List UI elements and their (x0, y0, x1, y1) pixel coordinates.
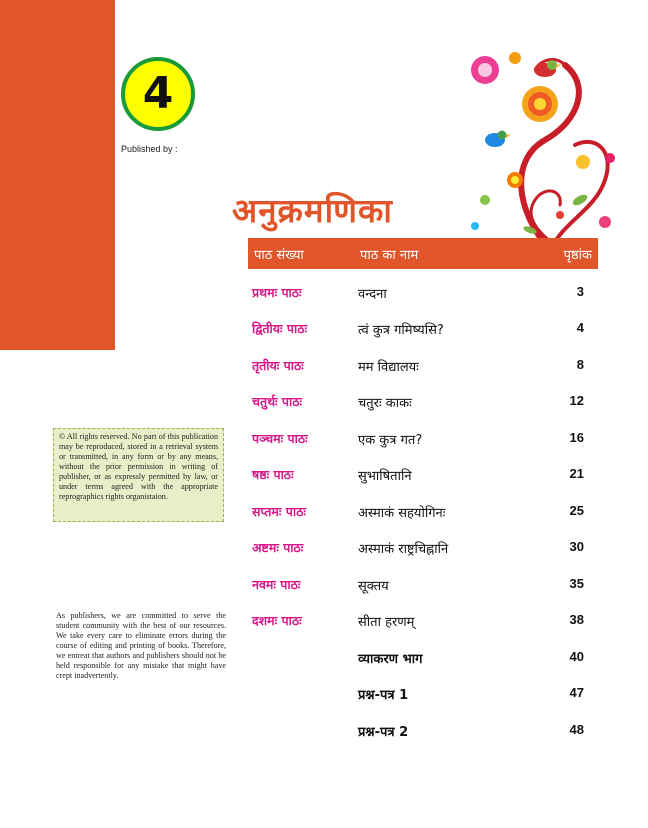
toc-row-lesson: द्वितीयः पाठः (252, 321, 308, 336)
toc-row-name: वन्दना (358, 287, 387, 302)
toc-row-lesson: षष्ठः पाठः (252, 467, 294, 482)
copyright-notice: © All rights reserved. No part of this publication may be reproduced, stored in a retrieval system or transmitted, in any form or by any means, without the prior permission in writing of publisher, or as expressly permitted by law, or under terms agreed with the appropriate reprographics rights organistaion. (53, 428, 224, 522)
header-page-number: पृष्ठांक (563, 248, 592, 263)
toc-row-name: त्वं कुत्र गमिष्यसि? (358, 323, 444, 338)
toc-row-lesson: नवमः पाठः (252, 577, 301, 592)
pink-flower-icon (471, 56, 499, 84)
toc-row-lesson: तृतीयः पाठः (252, 358, 304, 373)
toc-row-page: 12 (569, 393, 584, 408)
toc-row-page: 30 (569, 539, 584, 554)
toc-row-lesson: प्रथमः पाठः (252, 285, 302, 300)
toc-row (248, 683, 598, 707)
toc-row-page: 47 (569, 685, 584, 700)
toc-row (248, 537, 598, 561)
book-number: 4 (142, 68, 174, 119)
toc-row (248, 318, 598, 342)
toc-header-bar (248, 238, 598, 269)
orange-side-block (0, 0, 115, 350)
toc-row-page: 3 (576, 284, 584, 299)
toc-row-page: 4 (576, 320, 584, 335)
blue-bird-icon (485, 131, 511, 148)
toc-row-name: सुभाषितानि (358, 469, 412, 484)
toc-row-lesson: अष्टमः पाठः (252, 540, 304, 555)
toc-row-name: चतुरः काकः (358, 396, 412, 411)
toc-row-page: 38 (569, 612, 584, 627)
green-bird-icon (534, 60, 562, 77)
toc-row-lesson: सप्तमः पाठः (252, 504, 306, 519)
toc-row (248, 647, 598, 671)
toc-row (248, 391, 598, 415)
toc-row (248, 282, 598, 306)
toc-row-page: 35 (569, 576, 584, 591)
toc-row-name: मम विद्यालयः (358, 360, 419, 375)
header-lesson-number: पाठ संख्या (254, 248, 304, 263)
toc-row (248, 720, 598, 744)
toc-row-lesson: चतुर्थः पाठः (252, 394, 303, 409)
toc-row (248, 464, 598, 488)
header-lesson-name: पाठ का नाम (360, 248, 419, 263)
book-number-badge (121, 57, 195, 131)
toc-row-lesson: दशमः पाठः (252, 613, 302, 628)
toc-row-page: 21 (569, 466, 584, 481)
orange-flower-icon (522, 86, 558, 122)
toc-row-lesson: पञ्चमः पाठः (252, 431, 308, 446)
toc-row-name: प्रश्न-पत्र 2 (358, 725, 409, 740)
toc-row (248, 610, 598, 634)
toc-row-name: अस्माकं राष्ट्रचिह्नानि (358, 542, 449, 557)
published-by-label: Published by : (121, 144, 178, 154)
toc-row (248, 355, 598, 379)
toc-row (248, 501, 598, 525)
flower-and-birds-illustration (455, 40, 635, 250)
toc-row-page: 25 (569, 503, 584, 518)
toc-row (248, 428, 598, 452)
toc-row (248, 574, 598, 598)
toc-row-page: 16 (569, 430, 584, 445)
toc-row-name: अस्माकं सहयोगिनः (358, 506, 446, 521)
toc-row-name: प्रश्न-पत्र 1 (358, 688, 409, 703)
publisher-disclaimer: As publishers, we are committed to serve the student community with the best of our resources. We take every care to eliminate errors during the course of editing and printing of books. Therefore, we entreat that authors and publishers should not be held responsible for any mistake that might have crept inadvertently. (56, 611, 226, 680)
toc-row-name: व्याकरण भाग (358, 652, 423, 667)
toc-row-page: 40 (569, 649, 584, 664)
toc-row-page: 48 (569, 722, 584, 737)
toc-row-name: सूक्तय (358, 579, 389, 594)
toc-row-name: एक कुत्र गत? (358, 433, 423, 448)
toc-row-page: 8 (576, 357, 584, 372)
contents-title: अनुक्रमणिका (232, 191, 393, 230)
toc-row-name: सीता हरणम् (358, 615, 415, 630)
